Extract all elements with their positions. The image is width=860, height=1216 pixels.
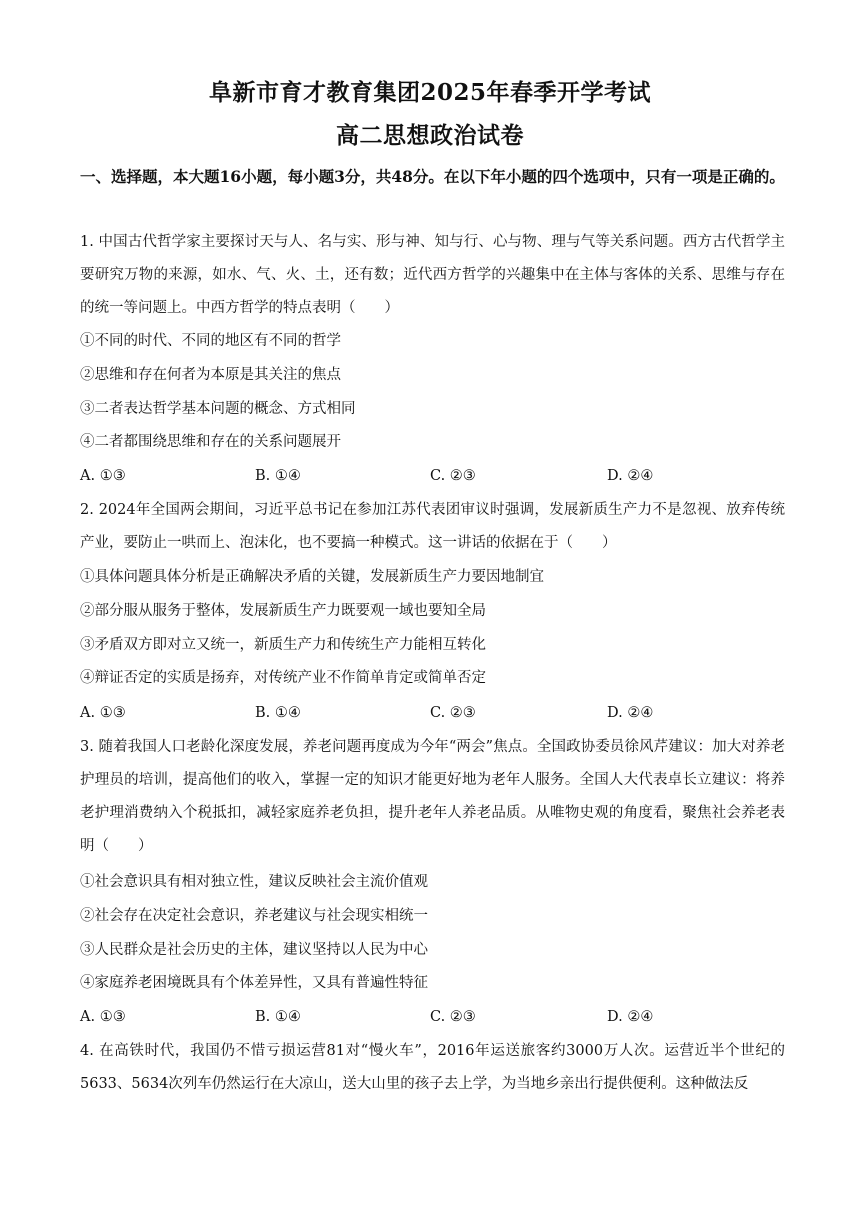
question-1-option: ②思维和存在何者为本原是其关注的焦点	[80, 367, 341, 383]
question-1-option: ③二者表达哲学基本问题的概念、方式相同	[80, 401, 356, 417]
question-1-option: ①不同的时代、不同的地区有不同的哲学	[80, 333, 341, 349]
question-3-option: ①社会意识具有相对独立性，建议反映社会主流价值观	[80, 874, 428, 890]
exam-title: 阜新市育才教育集团2025年春季开学考试	[208, 79, 651, 106]
question-2-choices	[80, 697, 785, 730]
choice-b[interactable]: B. ①④	[255, 1009, 301, 1025]
question-3-option: ③人民群众是社会历史的主体，建议坚持以人民为中心	[80, 942, 428, 958]
choice-d[interactable]: D. ②④	[607, 468, 654, 484]
question-3-option: ④家庭养老困境既具有个体差异性，又具有普遍性特征	[80, 975, 428, 991]
choice-b[interactable]: B. ①④	[255, 468, 301, 484]
question-3-option: ②社会存在决定社会意识，养老建议与社会现实相统一	[80, 908, 428, 924]
choice-c[interactable]: C. ②③	[430, 705, 476, 721]
question-1-option: ④二者都围绕思维和存在的关系问题展开	[80, 434, 341, 450]
question-2-option: ②部分服从服务于整体，发展新质生产力既要观一域也要知全局	[80, 603, 486, 619]
choice-a[interactable]: A. ①③	[80, 705, 126, 721]
choice-c[interactable]: C. ②③	[430, 1009, 476, 1025]
section-heading: 一、选择题，本大题16小题，每小题3分，共48分。在以下年小题的四个选项中，只有一项是正确的。	[80, 167, 785, 186]
exam-subtitle: 高二思想政治试卷	[336, 122, 524, 149]
choice-a[interactable]: A. ①③	[80, 1009, 126, 1025]
question-1-choices	[80, 460, 785, 493]
choice-c[interactable]: C. ②③	[430, 468, 476, 484]
question-3-choices	[80, 1001, 785, 1034]
choice-d[interactable]: D. ②④	[607, 1009, 654, 1025]
question-1-stem: 1. 中国古代哲学家主要探讨天与人、名与实、形与神、知与行、心与物、理与气等关系问题。西方古代哲学主要研究万物的来源，如水、气、火、土，还有数；近代西方哲学的兴趣集中在主体与客体的关系、思维与存在的统一等问题上。中西方哲学的特点表明（ ）	[80, 234, 785, 316]
choice-b[interactable]: B. ①④	[255, 705, 301, 721]
question-2-option: ④辩证否定的实质是扬弃，对传统产业不作简单肯定或简单否定	[80, 670, 486, 686]
question-2-stem: 2. 2024年全国两会期间，习近平总书记在参加江苏代表团审议时强调，发展新质生产力不是忽视、放弃传统产业，要防止一哄而上、泡沫化，也不要搞一种模式。这一讲话的依据在于（ ）	[80, 502, 785, 551]
question-2-option: ①具体问题具体分析是正确解决矛盾的关键，发展新质生产力要因地制宜	[80, 569, 544, 585]
choice-a[interactable]: A. ①③	[80, 468, 126, 484]
choice-d[interactable]: D. ②④	[607, 705, 654, 721]
question-3-stem: 3. 随着我国人口老龄化深度发展，养老问题再度成为今年“两会”焦点。全国政协委员徐风芹建议：加大对养老护理员的培训，提高他们的收入，掌握一定的知识才能更好地为老年人服务。全国人大代表卓长立建议：将养老护理消费纳入个税抵扣，减轻家庭养老负担，提升老年人养老品质。从唯物史观的角度看，聚焦社会养老表明（ ）	[80, 739, 785, 854]
question-4-stem: 4. 在高铁时代，我国仍不惜亏损运营81对“慢火车”，2016年运送旅客约3000万人次。运营近半个世纪的5633、5634次列车仍然运行在大凉山，送大山里的孩子去上学，为当地乡亲出行提供便利。这种做法反	[80, 1043, 785, 1092]
question-2-option: ③矛盾双方即对立又统一，新质生产力和传统生产力能相互转化	[80, 637, 486, 653]
